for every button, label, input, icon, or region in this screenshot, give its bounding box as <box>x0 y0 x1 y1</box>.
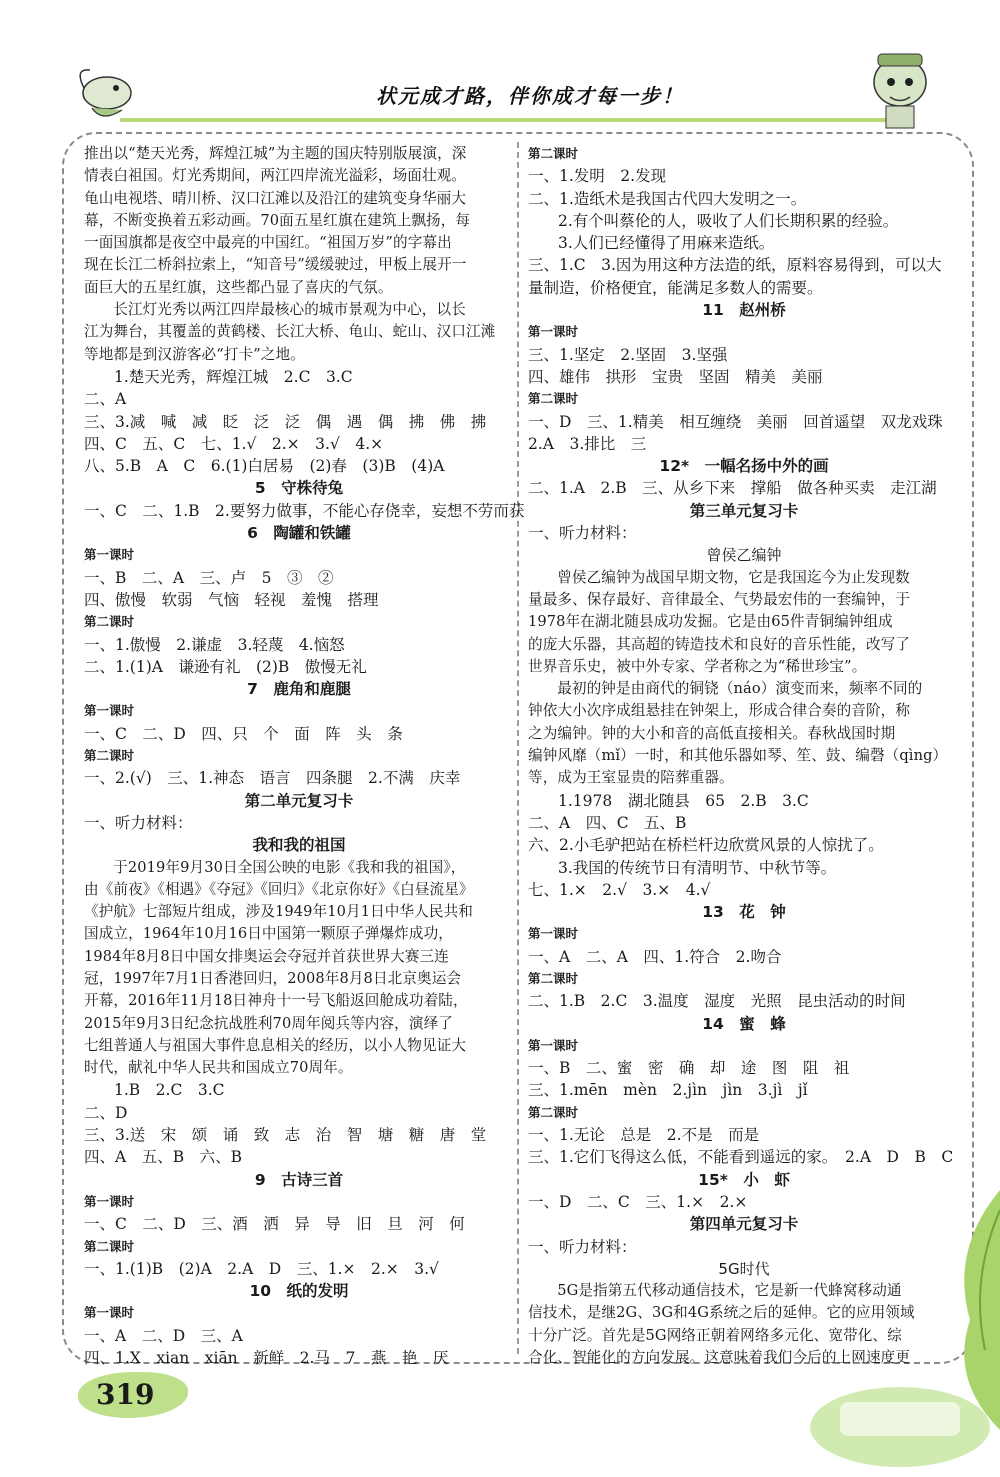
section-heading: 6 陶罐和铁罐 <box>247 524 351 543</box>
answer-line: 一、D 二、C 三、1.× 2.× <box>528 1192 748 1211</box>
page-header <box>0 0 1000 140</box>
section-heading: 13 花 钟 <box>702 903 786 922</box>
lesson-label: 第一课时 <box>528 324 579 340</box>
passage-title: 5G时代 <box>718 1259 770 1278</box>
section-heading: 5 守株待兔 <box>254 479 344 498</box>
passage-line: 1978年在湖北随县成功发掘。它是由65件青铜编钟组成 <box>528 613 893 631</box>
passage-line: 等地都是到汉游客必“打卡”之地。 <box>84 345 305 363</box>
passage-line: 面巨大的五星红旗，这些都凸显了喜庆的气氛。 <box>84 278 393 296</box>
passage-line: 信技术，是继2G、3G和4G系统之后的延伸。它的应用领域 <box>528 1304 915 1322</box>
passage-line: 世界音乐史，被中外专家、学者称之为“稀世珍宝”。 <box>528 657 867 675</box>
answer-line: 四、1.X xian xiān 新鲜 2.马 7 燕 艳 厌 <box>84 1349 449 1368</box>
answer-line: 三、3.送 宋 颂 诵 致 志 治 智 塘 糖 唐 堂 <box>84 1126 487 1145</box>
answer-line: 四、C 五、C 七、1.√ 2.× 3.√ 4.× <box>84 434 384 453</box>
answer-line: 1.B 2.C 3.C <box>114 1081 225 1100</box>
section-heading: 15* 小 虾 <box>698 1170 790 1189</box>
passage-line: 于2019年9月30日全国公映的电影《我和我的祖国》， <box>113 858 466 876</box>
passage-line: 开幕，2016年11月18日神舟十一号飞船返回舱成功着陆， <box>84 992 468 1010</box>
answer-line: 六、2.小毛驴把站在桥栏杆边欣赏风景的人惊扰了。 <box>528 836 884 855</box>
section-heading: 第四单元复习卡 <box>689 1215 799 1234</box>
answer-line: 1.楚天光秀，辉煌江城 2.C 3.C <box>114 367 353 386</box>
passage-line: 的庞大乐器，其高超的铸造技术和良好的音乐性能，改写了 <box>528 635 911 653</box>
passage-line: 七组普通人与祖国大事件息息相关的经历，以小人物见证大 <box>84 1036 467 1054</box>
passage-line: 曾侯乙编钟为战国早期文物，它是我国迄今为止发现数 <box>557 568 910 586</box>
passage-line: 长江灯光秀以两江四岸最核心的城市景观为中心，以长 <box>113 301 466 319</box>
answer-line: 二、1.B 2.C 3.温度 湿度 光照 昆虫活动的时间 <box>528 992 906 1011</box>
section-heading: 9 古诗三首 <box>254 1170 344 1189</box>
answer-line: 一、听力材料： <box>528 1237 637 1256</box>
answer-line: 三、1.C 3.因为用这种方法造的纸，原料容易得到，可以大 <box>528 256 942 275</box>
answer-line: 一、D 三、1.精美 相互缠绕 美丽 回首遥望 双龙戏珠 <box>528 412 943 431</box>
left-column <box>84 143 525 1369</box>
answer-line: 一、C 二、D 三、酒 洒 异 导 旧 旦 河 何 <box>84 1215 465 1234</box>
page-number: 319 <box>96 1378 155 1411</box>
lesson-label: 第二课时 <box>84 614 135 630</box>
answer-line: 三、1.它们飞得这么低，不能看到遥远的家。 2.A D B C <box>528 1148 954 1167</box>
answer-line: 一、C 二、1.B 2.要努力做事，不能心存侥幸，妄想不劳而获 <box>84 501 525 520</box>
section-heading: 10 纸的发明 <box>249 1282 349 1301</box>
passage-title: 曾侯乙编钟 <box>706 546 782 565</box>
passage-line: 江为舞台，其覆盖的黄鹤楼、长江大桥、龟山、蛇山、汉口江滩 <box>84 323 496 341</box>
answer-line: 一、1.发明 2.发现 <box>528 167 667 186</box>
dolphin-mascot-icon <box>72 48 142 128</box>
passage-line: 5G是指第五代移动通信技术，它是新一代蜂窝移动通 <box>557 1282 902 1300</box>
passage-line: 1984年8月8日中国女排奥运会夺冠并首获世界大赛三连 <box>84 947 449 965</box>
answer-line: 一、听力材料： <box>84 813 193 832</box>
lesson-label: 第二课时 <box>528 391 579 407</box>
right-column <box>528 143 960 1369</box>
answer-line: 2.有个叫蔡伦的人，吸收了人们长期积累的经验。 <box>558 211 899 230</box>
section-heading: 11 赵州桥 <box>702 301 786 320</box>
answer-line: 量制造，价格便宜，能满足多数人的需要。 <box>528 278 823 297</box>
answer-line: 一、C 二、D 四、只 个 面 阵 头 条 <box>84 724 403 743</box>
watermark-logo-icon <box>800 1382 990 1477</box>
lesson-label: 第一课时 <box>84 547 135 563</box>
section-heading: 第二单元复习卡 <box>244 791 354 810</box>
answer-line: 一、B 二、A 三、卢 5 ③ ② <box>84 568 334 587</box>
passage-line: 等，成为王室显贵的陪葬重器。 <box>528 769 734 787</box>
header-slogan: 状元成才路，伴你成才每一步！ <box>376 84 684 108</box>
answer-line: 一、B 二、蜜 密 确 却 途 图 阻 祖 <box>528 1059 850 1078</box>
lesson-label: 第二课时 <box>528 970 579 986</box>
answer-line: 3.我国的传统节日有清明节、中秋节等。 <box>558 858 837 877</box>
passage-line: 《护航》七部短片组成，涉及1949年10月1日中华人民共和 <box>84 903 473 921</box>
lesson-label: 第一课时 <box>84 703 135 719</box>
lesson-label: 第二课时 <box>84 748 135 764</box>
answer-line: 二、D <box>84 1103 128 1122</box>
cartoon-character-icon <box>860 42 940 132</box>
section-heading: 12* 一幅名扬中外的画 <box>659 457 829 476</box>
passage-line: 十分广泛。首先是5G网络正朝着网络多元化、宽带化、综 <box>528 1326 902 1344</box>
passage-line: 一面国旗都是夜空中最亮的中国红。“祖国万岁”的字幕出 <box>84 234 452 252</box>
answer-line: 三、1.mēn mèn 2.jìn jìn 3.jì jǐ <box>528 1081 808 1100</box>
passage-line: 2015年9月3日纪念抗战胜利70周年阅兵等内容，演绎了 <box>84 1014 453 1032</box>
lesson-label: 第一课时 <box>84 1305 135 1321</box>
section-heading: 14 蜜 蜂 <box>702 1014 786 1033</box>
header-rule <box>120 118 890 122</box>
answer-line: 七、1.× 2.√ 3.× 4.√ <box>528 880 711 899</box>
answer-line: 一、1.(1)B (2)A 2.A D 三、1.× 2.× 3.√ <box>84 1259 439 1278</box>
passage-line: 推出以“楚天光秀，辉煌江城”为主题的国庆特别版展演，深 <box>84 145 467 162</box>
answer-line: 三、1.坚定 2.坚固 3.坚强 <box>528 345 728 364</box>
lesson-label: 第二课时 <box>528 146 579 161</box>
passage-line: 国成立，1964年10月16日中国第一颗原子弹爆炸成功， <box>84 925 453 943</box>
answer-line: 三、3.减 喊 减 眨 泛 泛 偶 遇 偶 拂 佛 拂 <box>84 412 487 431</box>
lesson-label: 第一课时 <box>528 1037 579 1053</box>
answer-line: 3.人们已经懂得了用麻来造纸。 <box>558 234 775 253</box>
answer-line: 一、听力材料： <box>528 524 637 543</box>
passage-line: 龟山电视塔、晴川桥、汉口江滩以及沿江的建筑变身华丽大 <box>84 189 467 207</box>
answer-line: 一、A 二、A 四、1.符合 2.吻合 <box>528 947 782 966</box>
section-heading: 7 鹿角和鹿腿 <box>247 680 351 699</box>
passage-line: 之为编钟。钟的大小和音的高低直接相关。春秋战国时期 <box>528 724 896 742</box>
answer-line: 四、A 五、B 六、B <box>84 1148 242 1167</box>
answer-line: 一、1.无论 总是 2.不是 而是 <box>528 1126 760 1145</box>
passage-line: 由《前夜》《相遇》《夺冠》《回归》《北京你好》《白昼流星》 <box>84 880 474 898</box>
passage-line: 合化、智能化的方向发展。这意味着我们今后的上网速度更 <box>528 1349 911 1367</box>
passage-line: 现在长江二桥斜拉索上，“知音号”缓缓驶过，甲板上展开一 <box>84 256 467 274</box>
answer-line: 1.1978 湖北随县 65 2.B 3.C <box>558 791 809 810</box>
passage-line: 钟依大小次序成组悬挂在钟架上，形成合律合奏的音阶，称 <box>528 702 911 720</box>
answer-line: 二、A <box>84 390 127 409</box>
answer-line: 一、2.(√) 三、1.神态 语言 四条腿 2.不满 庆幸 <box>84 769 461 788</box>
passage-line: 最初的钟是由商代的铜铙（náo）演变而来，频率不同的 <box>557 680 923 698</box>
passage-line: 冠，1997年7月1日香港回归，2008年8月8日北京奥运会 <box>84 969 462 987</box>
answer-line: 四、傲慢 软弱 气恼 轻视 羞愧 搭理 <box>84 590 379 609</box>
passage-line: 量最多、保存最好、音律最全、气势最宏伟的一套编钟，于 <box>528 590 911 608</box>
passage-line: 情表白祖国。灯光秀期间，两江四岸流光溢彩，场面壮观。 <box>84 167 467 185</box>
answer-line: 八、5.B A C 6.(1)白居易 (2)春 (3)B (4)A <box>84 457 445 476</box>
answer-line: 一、A 二、D 三、A <box>84 1326 243 1345</box>
answer-line: 一、1.傲慢 2.谦虚 3.轻蔑 4.恼怒 <box>84 635 345 654</box>
passage-line: 编钟风靡（mǐ）一时，和其他乐器如琴、笙、鼓、编磬（qìng） <box>528 747 948 765</box>
section-heading: 我和我的祖国 <box>252 836 346 855</box>
passage-line: 时代，献礼中华人民共和国成立70周年。 <box>84 1059 353 1077</box>
lesson-label: 第一课时 <box>84 1193 135 1209</box>
column-divider <box>517 142 519 1354</box>
answer-line: 二、A 四、C 五、B <box>528 813 687 832</box>
answer-line: 四、雄伟 拱形 宝贵 坚固 精美 美丽 <box>528 367 823 386</box>
answer-line: 2.A 3.排比 三 <box>528 434 647 453</box>
answer-line: 二、1.造纸术是我国古代四大发明之一。 <box>528 189 807 208</box>
lesson-label: 第二课时 <box>528 1104 579 1120</box>
lesson-label: 第一课时 <box>528 926 579 942</box>
passage-line: 幕，不断变换着五彩动画。70面五星红旗在建筑上飘扬，每 <box>84 211 471 229</box>
answer-line: 二、1.A 2.B 三、从乡下来 撑船 做各种买卖 走江湖 <box>528 479 937 498</box>
lesson-label: 第二课时 <box>84 1238 135 1254</box>
answer-line: 二、1.(1)A 谦逊有礼 (2)B 傲慢无礼 <box>84 657 367 676</box>
section-heading: 第三单元复习卡 <box>689 501 799 520</box>
